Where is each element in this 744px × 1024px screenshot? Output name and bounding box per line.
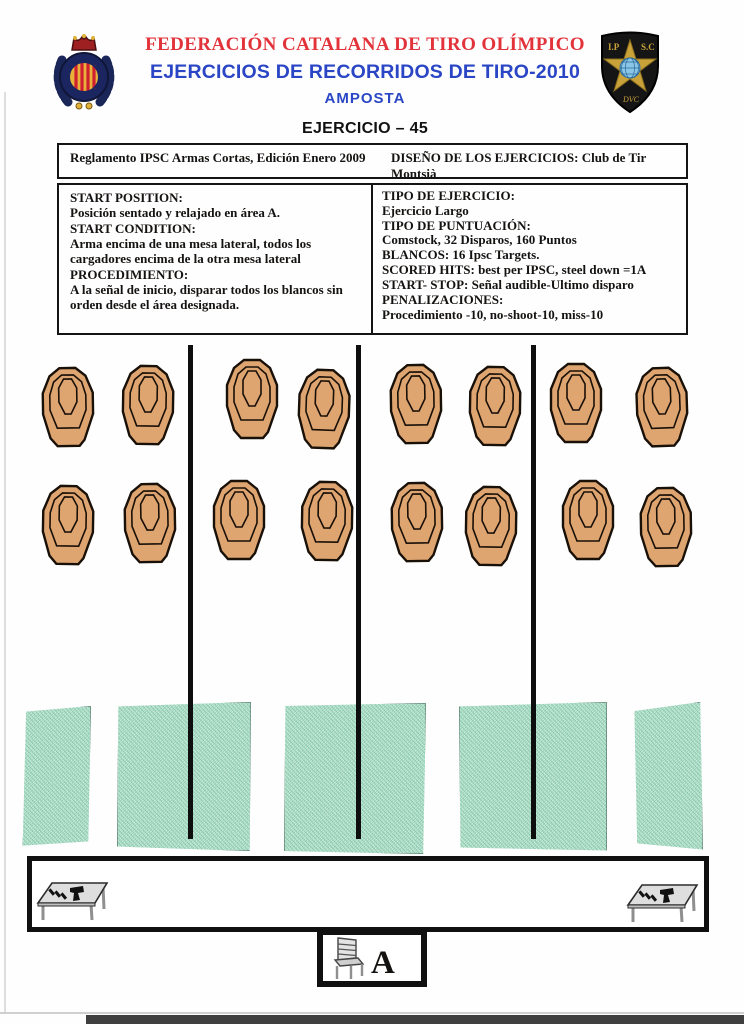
barrier-panel [117, 702, 251, 851]
ipsc-target [547, 362, 605, 446]
wall-line [356, 345, 361, 839]
ipsc-target [387, 481, 446, 566]
ipsc-target [38, 366, 97, 451]
start-stop-line: START- STOP: Señal audible-Ultimo disparo [382, 276, 634, 292]
course-designer-text: DISEÑO DE LOS EJERCICIOS: Club de Tir Montsià [391, 150, 647, 181]
exercise-type-label: TIPO DE EJERCICIO: [382, 188, 515, 203]
penalties-label: PENALIZACIONES: [382, 291, 504, 307]
barrier-panel [633, 702, 703, 854]
ipsc-target [210, 479, 268, 563]
ipsc-target [38, 484, 97, 569]
scoring-type-label: TIPO DE PUNTUACIÓN: [382, 217, 531, 233]
wall-line [531, 345, 536, 839]
ipsc-target [461, 485, 520, 570]
scored-hits-line: SCORED HITS: best per IPSC, steel down =1A [382, 262, 647, 278]
federation-title: FEDERACIÓN CATALANA DE TIRO OLÍMPICO [145, 34, 585, 55]
targets-line: BLANCOS: 16 Ipsc Targets. [382, 247, 540, 263]
scoring-type-value: Comstock, 32 Disparos, 160 Puntos [382, 232, 577, 248]
barrier-panel [284, 703, 426, 854]
ipsc-target [223, 358, 281, 442]
city-title: AMPOSTA [324, 90, 406, 107]
left-table-with-pistol-icon [36, 876, 110, 922]
exercise-title: EJERCICIO – 45 [301, 120, 429, 137]
ipsc-target [632, 365, 693, 451]
scan-edge-line-bottom [0, 1012, 744, 1014]
ipsc-logo-text-right: S.C [641, 42, 655, 52]
ipsc-target [120, 482, 179, 567]
start-area-label: A [371, 944, 395, 981]
ipsc-target [118, 364, 177, 449]
right-table-with-pistol-icon [626, 878, 700, 924]
ipsc-target [386, 363, 445, 448]
procedure-text: A la señal de inicio, disparar todos los blancos sin orden desde el área designada. [70, 281, 343, 313]
ipsc-target [297, 480, 356, 565]
penalties-value: Procedimiento -10, no-shoot-10, miss-10 [382, 306, 604, 322]
scan-edge-line-left [4, 92, 6, 1012]
regulation-text: Reglamento IPSC Armas Cortas, Edición Enero 2009 [70, 150, 366, 165]
ipsc-target [636, 486, 695, 571]
barrier-panel [22, 706, 91, 847]
ipsc-target [465, 365, 524, 450]
ipsc-target [294, 367, 355, 453]
exercise-type-value: Ejercicio Largo [382, 202, 469, 218]
procedure-label: PROCEDIMIENTO: [70, 266, 189, 282]
start-area-box [317, 929, 427, 987]
start-position-text: Posición sentado y relajado en área A. [70, 205, 281, 221]
ipsc-logo-text-left: I.P [608, 42, 620, 52]
ipsc-target [559, 479, 617, 563]
shooter-area-rectangle [27, 856, 709, 932]
scan-edge-dark-bar [86, 1015, 744, 1024]
start-condition-text: Arma encima de una mesa lateral, todos los cargadores encima de la otra mesa lateral [70, 235, 312, 267]
wall-line [188, 345, 193, 839]
start-condition-label: START CONDITION: [70, 220, 196, 236]
program-title: EJERCICIOS DE RECORRIDOS DE TIRO-2010 [150, 61, 580, 83]
chair-icon [331, 936, 365, 980]
ipsc-logo-motto: DVC [623, 95, 639, 104]
start-position-label: START POSITION: [70, 190, 183, 205]
